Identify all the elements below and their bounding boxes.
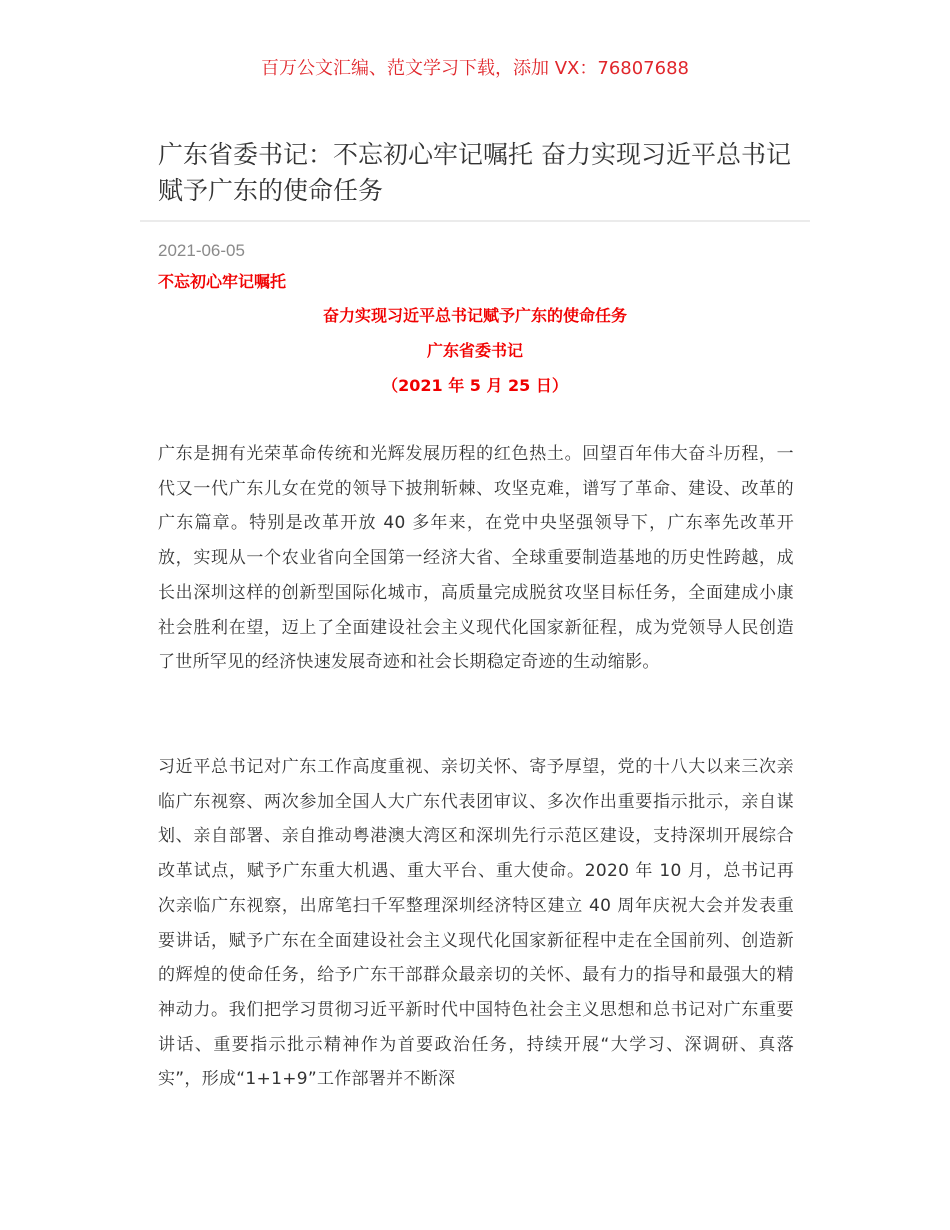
subheading-left: 不忘初心牢记嘱托 (158, 272, 287, 291)
promo-banner: 百万公文汇编、范文学习下载，添加 VX：76807688 (261, 58, 689, 79)
subheading-date: （2021 年 5 月 25 日） (382, 376, 568, 395)
title-divider (140, 220, 810, 222)
subheading-author: 广东省委书记 (426, 341, 523, 360)
body-paragraph-1: 广东是拥有光荣革命传统和光辉发展历程的红色热土。回望百年伟大奋斗历程，一代又一代广东儿女在党的领导下披荆斩棘、攻坚克难，谱写了革命、建设、改革的广东篇章。特别是改革开放 40 多年来，在党中央坚强领导下，广东率先改革开放，实现从一个农业省向全国第一经济大省、全球重要制造基地的历史性跨越，成长出深圳这样的创新型国际化城市，高质量完成脱贫攻坚目标任务，全面建成小康社会胜利在望，迈上了全面建设社会主义现代化国家新征程，成为党领导人民创造了世所罕见的经济快速发展奇迹和社会长期稳定奇迹的生动缩影。 (158, 444, 794, 673)
article-title: 广东省委书记：不忘初心牢记嘱托 奋力实现习近平总书记赋予广东的使命任务 (158, 140, 791, 205)
body-paragraph-2: 习近平总书记对广东工作高度重视、亲切关怀、寄予厚望，党的十八大以来三次亲临广东视察、两次参加全国人大广东代表团审议、多次作出重要指示批示，亲自谋划、亲自部署、亲自推动粤港澳大湾区和深圳先行示范区建设，支持深圳开展综合改革试点，赋予广东重大机遇、重大平台、重大使命。2020 年 10 月，总书记再次亲临广东视察，出席笔扫千军整理深圳经济特区建立 40 周年庆祝大会并发表重要讲话，赋予广东在全面建设社会主义现代化国家新征程中走在全国前列、创造新的辉煌的使命任务，给予广东干部群众最亲切的关怀、最有力的指导和最强大的精神动力。我们把学习贯彻习近平新时代中国特色社会主义思想和总书记对广东重要讲话、重要指示批示精神作为首要政治任务，持续开展“大学习、深调研、真落实”，形成“1+1+9”工作部署并不断深 (158, 757, 794, 1090)
publish-date: 2021-06-05 (158, 241, 245, 260)
subheading-main-title: 奋力实现习近平总书记赋予广东的使命任务 (322, 306, 627, 325)
